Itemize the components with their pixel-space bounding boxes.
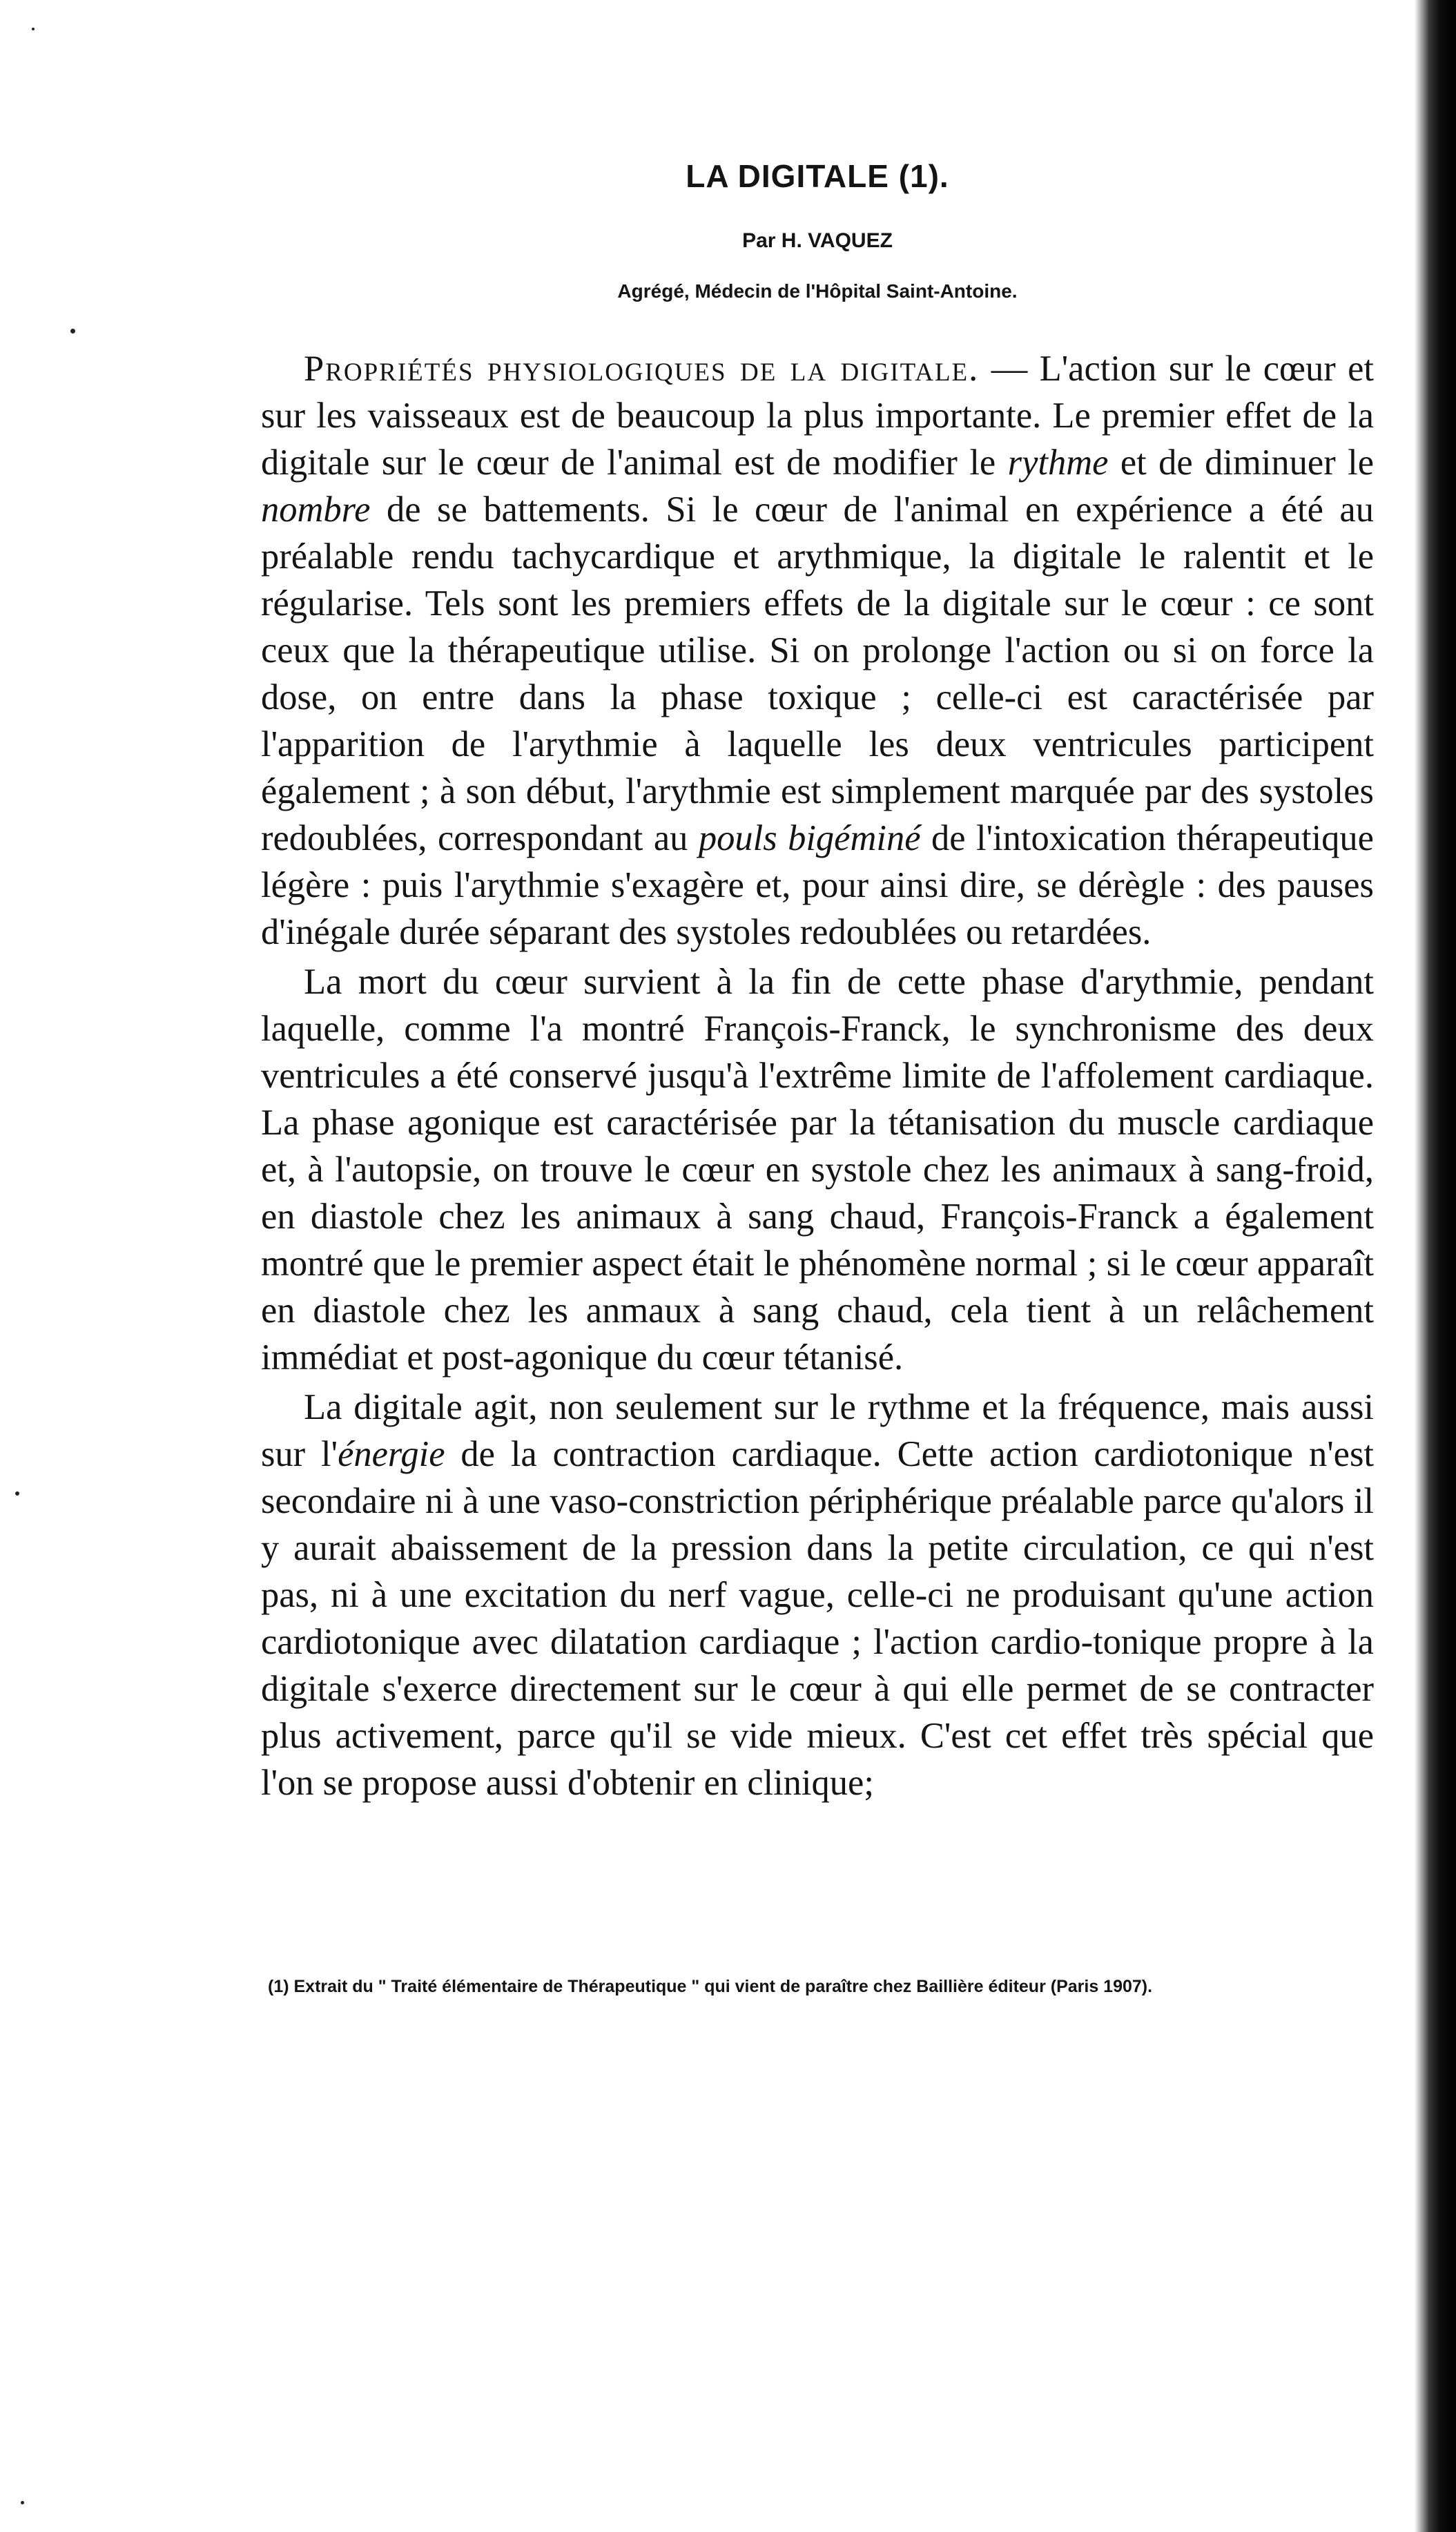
paragraph-3-text-a: La digitale agit, non seulement sur le rythme et la fréquence, mais aussi sur l': [261, 1387, 1374, 1474]
paragraph-1-text-c: et de diminuer le: [1108, 443, 1375, 483]
emphasis-rythme: rythme: [1007, 443, 1109, 483]
scan-speck: [21, 2501, 24, 2504]
emphasis-pouls-bigemine: pouls bigéminé: [698, 818, 921, 858]
section-heading: Propriétés physiologiques de la digitale.: [304, 349, 980, 389]
paragraph-1-text-b: Le premier effet de la digitale sur le cœur de l'animal est de modifier le: [261, 396, 1375, 483]
paragraph-1-text-a: — L'action sur le cœur et sur les vaisseaux est de beaucoup la plus importante.: [261, 349, 1374, 436]
scan-binding-edge: [1415, 0, 1456, 2532]
paragraph-2: La mort du cœur survient à la fin de cette phase d'arythmie, pendant laquelle, comme l'a montré François-Franck, le synchronisme des deux ventricules a été conservé jusqu'à l'extrême limite de l'affolement cardiaque. La phase agonique est caractérisée par la tétanisation du muscle cardiaque et, à l'autopsie, on trouve le cœur en systole chez les animaux à sang-froid, en diastole chez les animaux à sang chaud, François-Franck a également montré que le premier aspect était le phénomène normal ; si le cœur apparaît en diastole chez les anmaux à sang chaud, cela tient à un relâchement immédiat et post-agonique du cœur tétanisé.: [261, 962, 1374, 1378]
paragraph-1-text-d: de se battements. Si le cœur de l'animal en expérience a été au préalable rendu tachycardique et arythmique, la digitale le ralentit et le régularise. Tels sont les premiers effets de la digitale sur le cœur : ce sont ceux que la thérapeutique utilise. Si on prolonge l'action ou si on force la dose, on entre dans la phase toxique ; celle-ci est caractérisée par l'apparition de l'arythmie à laquelle les deux ventricules participent également ; à son début, l'arythmie est simplement marquée par des systoles redoublées, correspondant au: [261, 490, 1374, 858]
paragraph-3-text-b: de la contraction cardiaque. Cette action cardiotonique n'est secondaire ni à une vaso-constriction périphérique préalable parce qu'alors il y aurait abaissement de la pression dans la petite circulation, ce qui n'est pas, ni à une excitation du nerf vague, celle-ci ne produisant qu'une action cardiotonique avec dilatation cardiaque ; l'action cardio-tonique propre à la digitale s'exerce directement sur le cœur à qui elle permet de se contracter plus activement, parce qu'il se vide mieux. C'est cet effet très spécial que l'on se propose aussi d'obtenir en clinique;: [261, 1434, 1374, 1803]
paragraph-1: [261, 345, 1374, 956]
article-body: [261, 345, 1374, 1806]
paragraph-1-text-e: de l'intoxication thérapeutique légère : puis l'arythmie s'exagère et, pour ainsi dire, se dérègle : des pauses d'inégale durée séparant des systoles redoublées ou retardées.: [261, 818, 1374, 952]
scan-speck: [32, 28, 35, 30]
article-author: Par H. VAQUEZ: [742, 229, 893, 252]
scan-speck: [15, 1491, 19, 1496]
paragraph-3: [261, 1384, 1374, 1806]
scan-speck: [70, 329, 75, 334]
footnote: (1) Extrait du " Traité élémentaire de Thérapeutique " qui vient de paraître chez Baillière éditeur (Paris 1907).: [268, 1977, 1153, 1996]
emphasis-nombre: nombre: [261, 490, 371, 530]
author-affiliation: Agrégé, Médecin de l'Hôpital Saint-Antoine.: [617, 280, 1018, 302]
emphasis-energie: énergie: [338, 1434, 445, 1474]
article-title: LA DIGITALE (1).: [686, 158, 949, 194]
